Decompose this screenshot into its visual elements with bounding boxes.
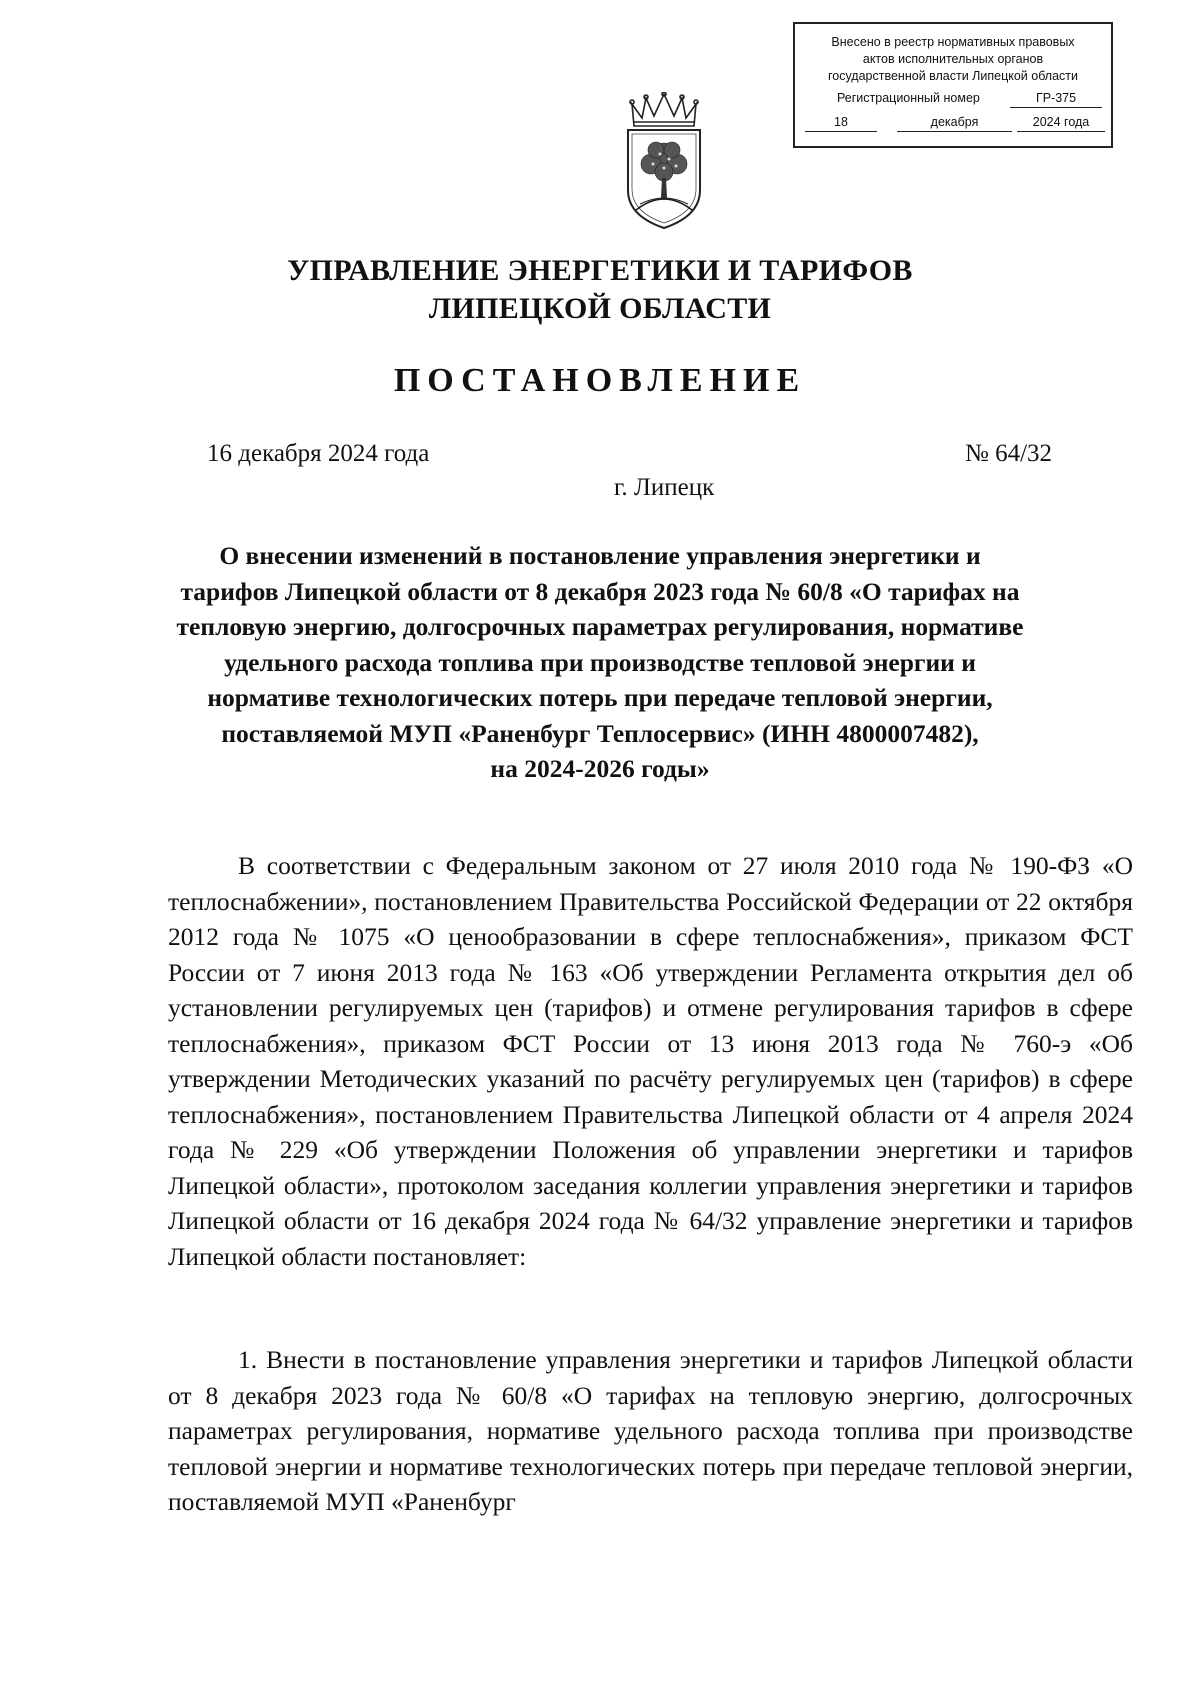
body-paragraph-item-1: 1. Внести в постановление управления энергетики и тарифов Липецкой области от 8 декабря 2023 года № 60/8 «О тарифах на тепловую энергию, долгосрочных параметрах регулирования, нормативе удельного расхода топлива при производстве тепловой энергии и нормативе технологических потерь при передаче тепловой энергии, поставляемой МУП «Раненбург — [168, 1345, 1133, 1516]
body-paragraph-preamble: В соответствии с Федеральным законом от 27 июля 2010 года № 190-ФЗ «О теплоснабжении», постановлением Правительства Российской Федерации от 22 октября 2012 года № 1075 «О ценообразовании в сфере теплоснабжения», приказом ФСТ России от 7 июня 2013 года № 163 «Об утверждении Регламента открытия дел об установлении регулируемых цен (тарифов) и отмене регулирования тарифов в сфере теплоснабжения», приказом ФСТ России от 13 июня 2013 года № 760-э «Об утверждении Методических указаний по расчёту регулируемых цен (тарифов) в сфере теплоснабжения», постановлением Правительства Липецкой области от 4 апреля 2024 года № 229 «Об утверждении Положения об управлении энергетики и тарифов Липецкой области», протоколом заседания коллегии управления энергетики и тарифов Липецкой области от 16 декабря 2024 года № 64/32 управление энергетики и тарифов Липецкой области постановляет: — [168, 851, 1133, 1271]
stamp-year: 2024 года — [1017, 114, 1105, 132]
stamp-line-3: государственной власти Липецкой области — [827, 69, 1079, 83]
stamp-registration-row — [795, 90, 1111, 108]
stamp-date-row — [795, 114, 1111, 132]
document-type-title: ПОСТАНОВЛЕНИЕ — [393, 362, 807, 399]
subject-line: нормативе технологических потерь при передаче тепловой энергии, — [207, 683, 993, 712]
subject-line: тепловую энергию, долгосрочных параметрах регулирования, нормативе — [176, 612, 1024, 641]
stamp-line-2: актов исполнительных органов — [862, 52, 1044, 66]
stamp-month: декабря — [897, 114, 1012, 132]
subject-line: тарифов Липецкой области от 8 декабря 2023 года № 60/8 «О тарифах на — [180, 576, 1020, 606]
subject-line: поставляемой МУП «Раненбург Теплосервис» (ИНН 4800007482), — [221, 718, 979, 748]
organization-title-line-1: УПРАВЛЕНИЕ ЭНЕРГЕТИКИ И ТАРИФОВ — [287, 254, 913, 287]
registry-stamp — [793, 22, 1113, 148]
subject-line: удельного расхода топлива при производстве тепловой энергии и — [224, 647, 976, 677]
organization-title-line-2: ЛИПЕЦКОЙ ОБЛАСТИ — [428, 292, 772, 325]
document-subject — [0, 538, 1200, 787]
stamp-line-1: Внесено в реестр нормативных правовых — [831, 35, 1075, 49]
document-city: г. Липецк — [614, 474, 715, 501]
organization-title — [0, 252, 1200, 328]
subject-line: на 2024-2026 годы» — [490, 754, 710, 783]
stamp-day: 18 — [805, 114, 877, 132]
document-number: № 64/32 — [965, 440, 1053, 467]
subject-line: О внесении изменений в постановление управления энергетики и — [219, 541, 981, 570]
document-date: 16 декабря 2024 года — [207, 440, 430, 467]
stamp-reg-label: Регистрационный номер — [837, 91, 980, 105]
coat-of-arms-icon — [620, 92, 708, 232]
stamp-reg-number: ГР-375 — [1010, 90, 1102, 108]
